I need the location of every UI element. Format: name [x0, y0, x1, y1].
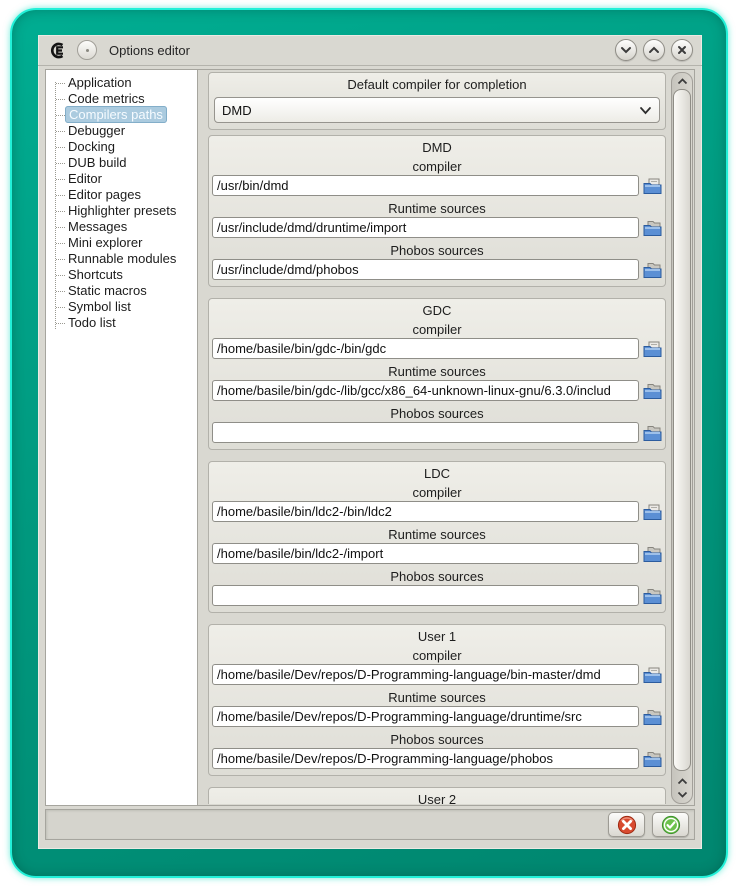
user1-phobos-sources-input[interactable] — [212, 748, 639, 769]
gdc-phobos-sources-input[interactable] — [212, 422, 639, 443]
group-title: User 1 — [417, 629, 457, 644]
panel-splitter[interactable] — [198, 70, 208, 805]
chevron-up-icon — [677, 78, 688, 85]
sidebar-item-runnable-modules[interactable]: Runnable modules — [51, 251, 197, 267]
dmd-runtime-sources-input[interactable] — [212, 217, 639, 238]
close-icon — [677, 45, 687, 55]
open-file-icon — [643, 178, 662, 195]
sidebar-item-shortcuts[interactable]: Shortcuts — [51, 267, 197, 283]
open-folder-icon — [643, 383, 662, 400]
group-title: DMD — [422, 140, 452, 155]
chevron-up-icon — [648, 46, 660, 54]
field-label: compiler — [412, 648, 462, 663]
gdc-runtime-sources-input[interactable] — [212, 380, 639, 401]
ok-icon — [661, 815, 681, 835]
open-folder-icon — [643, 220, 662, 237]
sidebar-item-symbol-list[interactable]: Symbol list — [51, 299, 197, 315]
sidebar-item-docking[interactable]: Docking — [51, 139, 197, 155]
open-file-icon — [643, 667, 662, 684]
open-folder-icon — [643, 262, 662, 279]
dmd-group — [208, 135, 666, 287]
options-editor-window — [38, 35, 702, 849]
close-button[interactable] — [671, 39, 693, 61]
chevron-up-icon — [677, 778, 688, 785]
field-label: compiler — [412, 159, 462, 174]
gdc-phobos-sources-browse-button[interactable] — [639, 422, 662, 443]
user1-phobos-sources-browse-button[interactable] — [639, 748, 662, 769]
dmd-compiler-input[interactable] — [212, 175, 639, 196]
sidebar-item-debugger[interactable]: Debugger — [51, 123, 197, 139]
field-label: Phobos sources — [390, 406, 484, 421]
open-folder-icon — [643, 425, 662, 442]
open-file-icon — [643, 341, 662, 358]
dmd-runtime-sources-browse-button[interactable] — [639, 217, 662, 238]
field-label: Runtime sources — [388, 527, 486, 542]
ldc-compiler-input[interactable] — [212, 501, 639, 522]
open-folder-icon — [643, 709, 662, 726]
sidebar-item-mini-explorer[interactable]: Mini explorer — [51, 235, 197, 251]
window-title: Options editor — [109, 42, 190, 58]
field-label: Runtime sources — [388, 690, 486, 705]
cancel-icon — [617, 815, 637, 835]
open-file-icon — [643, 504, 662, 521]
dmd-phobos-sources-input[interactable] — [212, 259, 639, 280]
title-bar — [38, 35, 702, 66]
field-label: Phobos sources — [390, 569, 484, 584]
gdc-compiler-browse-button[interactable] — [639, 338, 662, 359]
field-label: Phobos sources — [390, 732, 484, 747]
field-label: Runtime sources — [388, 364, 486, 379]
field-label: compiler — [412, 322, 462, 337]
ldc-group — [208, 461, 666, 613]
sidebar-item-todo-list[interactable]: Todo list — [51, 315, 197, 331]
user1-group — [208, 624, 666, 776]
sidebar-item-static-macros[interactable]: Static macros — [51, 283, 197, 299]
open-folder-icon — [643, 751, 662, 768]
field-label: Phobos sources — [390, 243, 484, 258]
sidebar-item-application[interactable]: Application — [51, 75, 197, 91]
scroll-up-button[interactable] — [673, 75, 691, 88]
sidebar-item-messages[interactable]: Messages — [51, 219, 197, 235]
gdc-runtime-sources-browse-button[interactable] — [639, 380, 662, 401]
user2-group — [208, 787, 666, 804]
dialog-button-bar — [45, 809, 695, 840]
dmd-compiler-browse-button[interactable] — [639, 175, 662, 196]
dmd-phobos-sources-browse-button[interactable] — [639, 259, 662, 280]
group-title: Default compiler for completion — [347, 77, 527, 92]
scrollbar-thumb[interactable] — [673, 89, 691, 771]
gdc-group — [208, 298, 666, 450]
ldc-phobos-sources-input[interactable] — [212, 585, 639, 606]
selected-item-highlight: Compilers paths — [65, 106, 167, 123]
roll-up-button[interactable] — [643, 39, 665, 61]
chevron-down-icon — [677, 791, 688, 798]
open-folder-icon — [643, 588, 662, 605]
scroll-down-button[interactable] — [673, 788, 691, 801]
ok-button[interactable] — [652, 812, 689, 837]
coedit-logo-icon — [47, 41, 69, 59]
open-folder-icon — [643, 546, 662, 563]
scroll-up-button-bottom[interactable] — [673, 775, 691, 788]
group-title: GDC — [422, 303, 452, 318]
ldc-phobos-sources-browse-button[interactable] — [639, 585, 662, 606]
sidebar-item-editor-pages[interactable]: Editor pages — [51, 187, 197, 203]
roll-down-button[interactable] — [615, 39, 637, 61]
user1-runtime-sources-browse-button[interactable] — [639, 706, 662, 727]
sidebar-item-code-metrics[interactable]: Code metrics — [51, 91, 197, 107]
categories-tree — [46, 70, 198, 805]
field-label: compiler — [412, 485, 462, 500]
window-menu-dot-icon[interactable] — [77, 40, 97, 60]
gdc-compiler-input[interactable] — [212, 338, 639, 359]
default-compiler-group — [208, 72, 666, 130]
sidebar-item-highlighter-presets[interactable]: Highlighter presets — [51, 203, 197, 219]
ldc-runtime-sources-input[interactable] — [212, 543, 639, 564]
sidebar-item-dub-build[interactable]: DUB build — [51, 155, 197, 171]
sidebar-item-editor[interactable]: Editor — [51, 171, 197, 187]
field-label: Runtime sources — [388, 201, 486, 216]
chevron-down-icon — [639, 106, 652, 115]
group-title: User 2 — [417, 792, 457, 804]
vertical-scrollbar[interactable] — [671, 72, 693, 804]
group-title: LDC — [423, 466, 450, 481]
default-compiler-select[interactable]: DMD — [214, 97, 660, 123]
ldc-runtime-sources-browse-button[interactable] — [639, 543, 662, 564]
user1-compiler-input[interactable] — [212, 664, 639, 685]
ldc-compiler-browse-button[interactable] — [639, 501, 662, 522]
content-area — [45, 69, 695, 806]
scroll-content — [208, 72, 668, 804]
user1-runtime-sources-input[interactable] — [212, 706, 639, 727]
user1-compiler-browse-button[interactable] — [639, 664, 662, 685]
chevron-down-icon — [620, 46, 632, 54]
compilers-paths-panel — [208, 70, 694, 805]
cancel-button[interactable] — [608, 812, 645, 837]
sidebar-item-compilers-paths[interactable] — [51, 107, 197, 123]
